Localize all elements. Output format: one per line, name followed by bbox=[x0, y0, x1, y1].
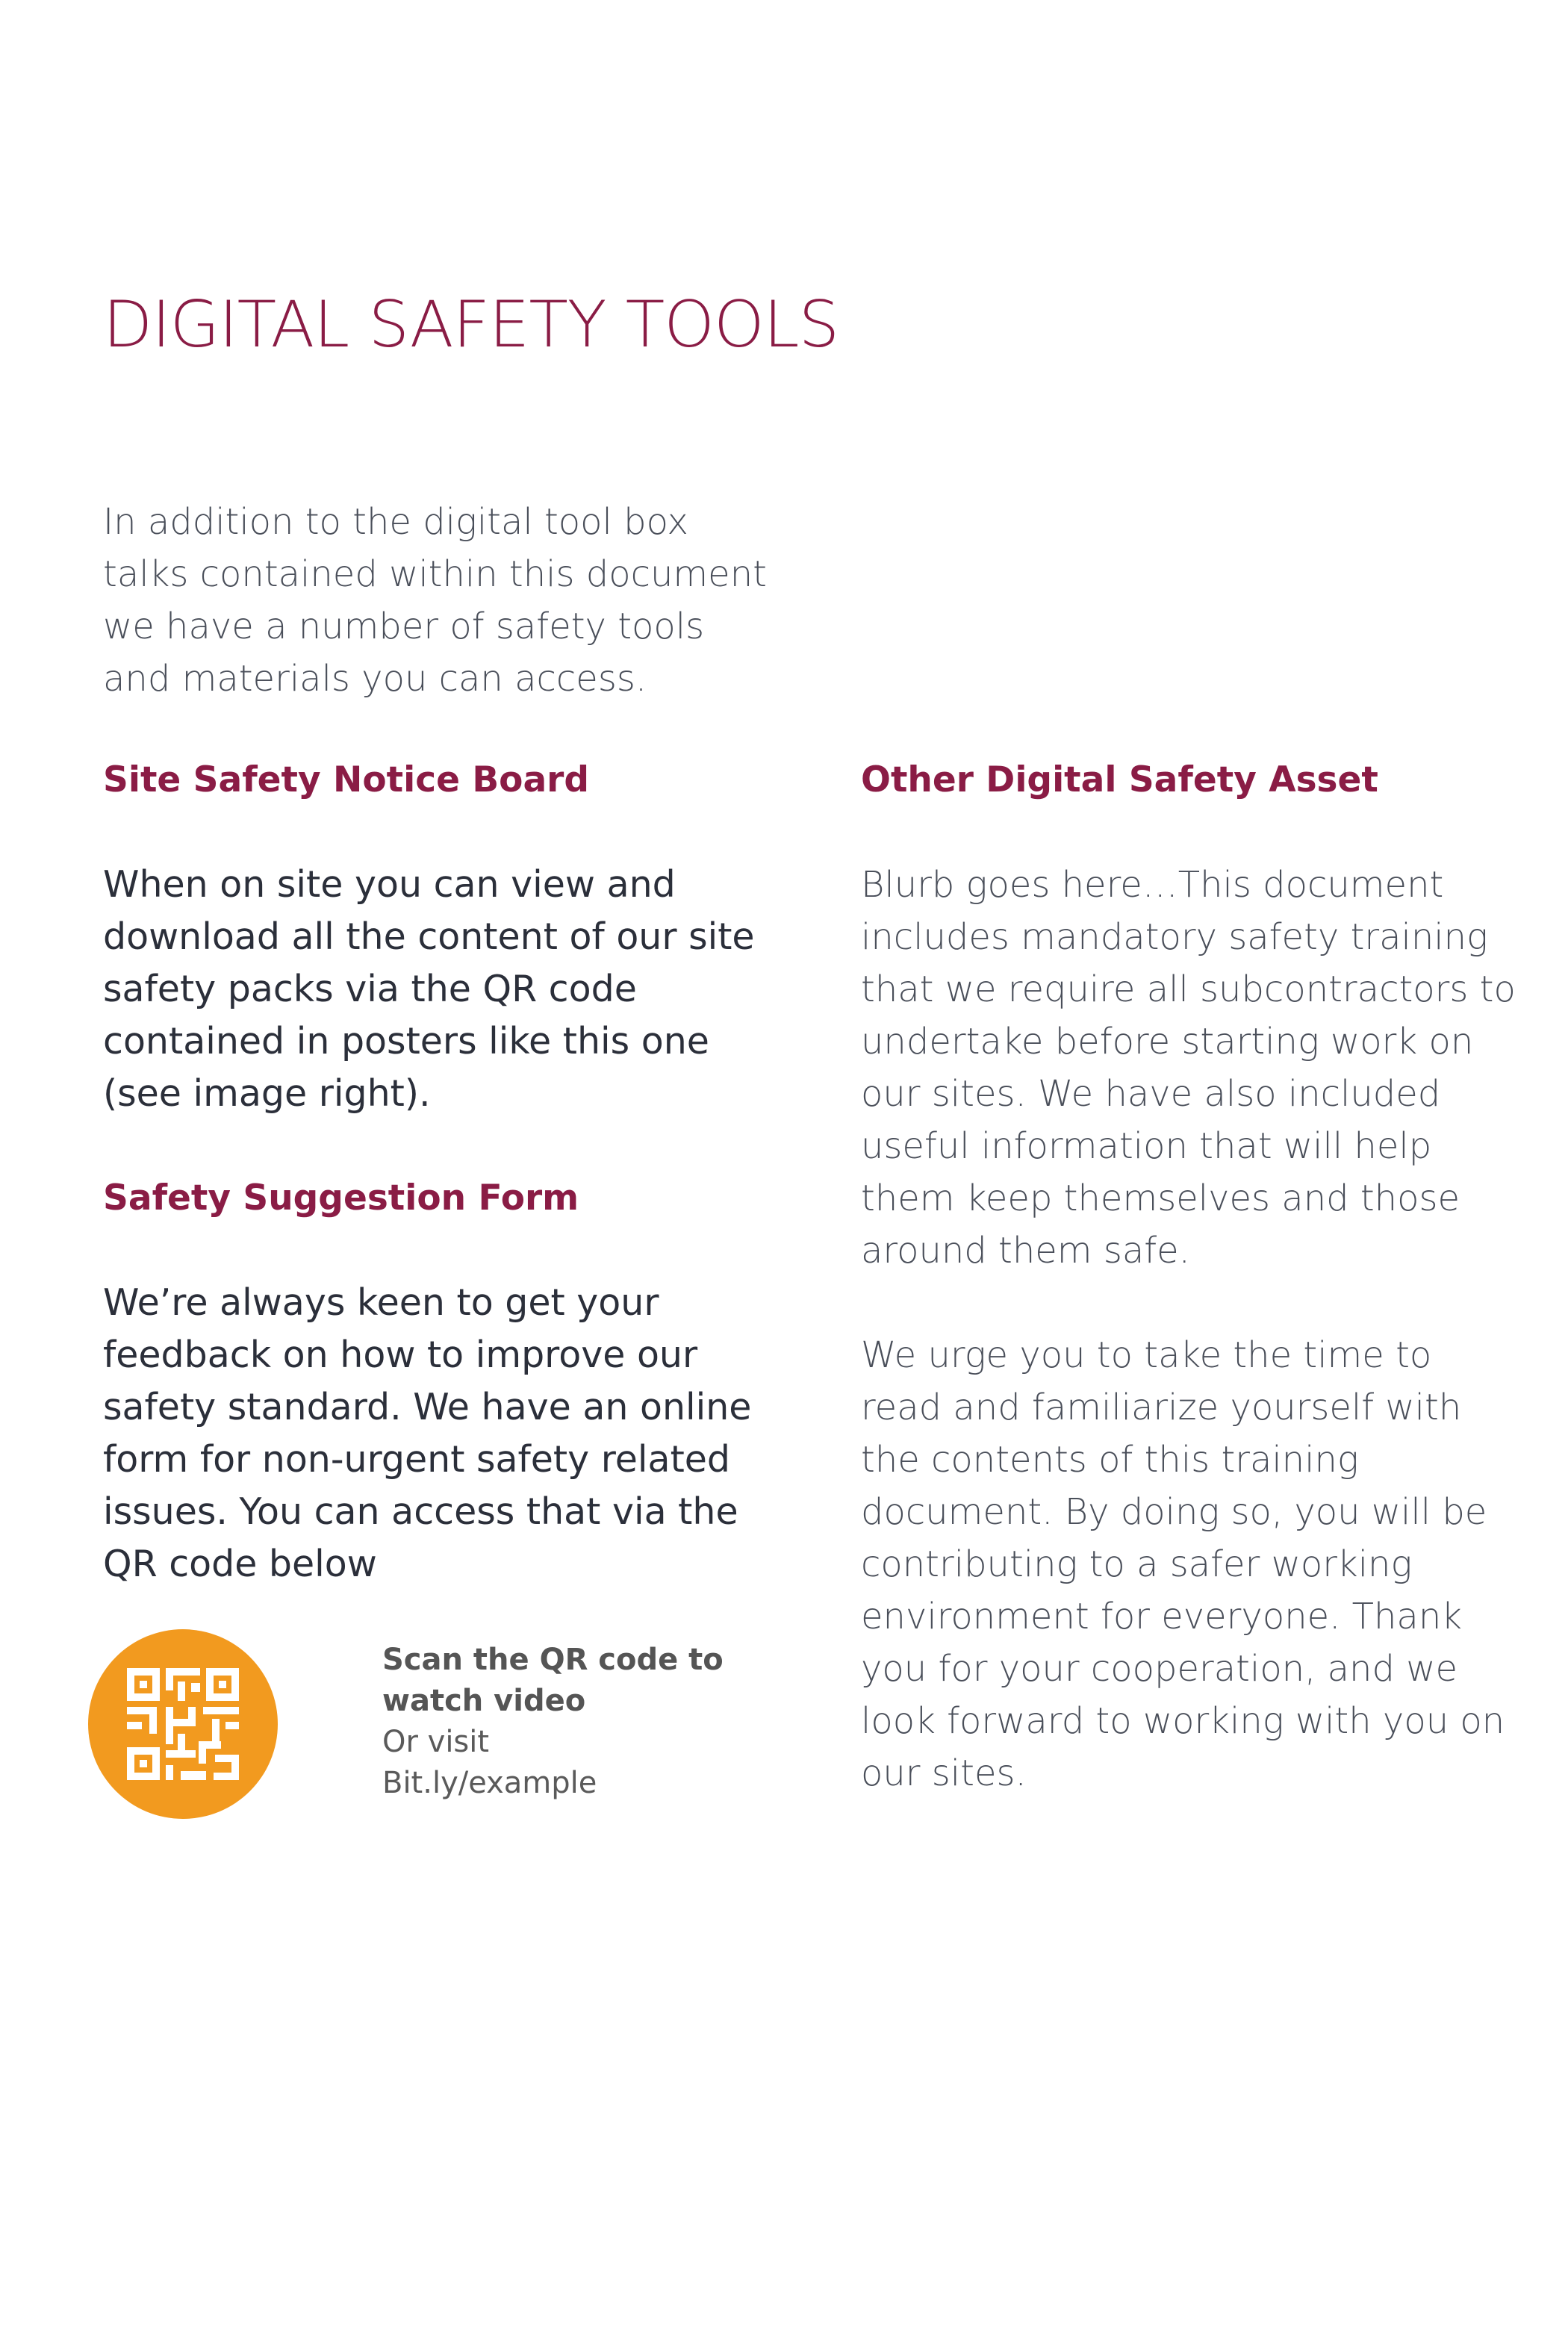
notice-board-body: When on site you can view and download all the content of our site safety packs via the QR code contained in posters like this one (see image right). bbox=[103, 863, 755, 1115]
suggestion-form-body: We’re always keen to get your feedback on how to improve our safety standard. We have an online form for non-urgent safety related issues. You can access that via the QR code below bbox=[103, 1281, 752, 1585]
qr-code-icon[interactable] bbox=[88, 1629, 278, 1819]
qr-block bbox=[88, 1629, 760, 1823]
section-heading-notice-board: Site Safety Notice Board bbox=[103, 759, 589, 800]
qr-caption bbox=[382, 1640, 771, 1804]
right-column bbox=[861, 754, 1518, 1799]
or-visit-text: Or visit bbox=[382, 1725, 490, 1759]
other-asset-paragraph-2: We urge you to take the time to read and familiarize yourself with the contents of this training document. By doing so, you will be contributing to a safer working environment for everyone. Thank you for your cooperation, and we look forward to working with you on our sites. bbox=[861, 1334, 1505, 1794]
left-column bbox=[103, 754, 797, 1590]
intro-paragraph: In addition to the digital tool box talks contained within this document we have a number of safety tools and materials you can access. bbox=[103, 501, 767, 700]
section-heading-other-asset: Other Digital Safety Asset bbox=[861, 759, 1378, 800]
other-asset-paragraph-1: Blurb goes here…This document includes mandatory safety training that we require all subcontractors to undertake before starting work on our sites. We have also included useful information that will help them keep themselves and those around them safe. bbox=[861, 864, 1516, 1272]
qr-cta-text: Scan the QR code to watch video bbox=[382, 1643, 724, 1718]
short-link[interactable]: Bit.ly/example bbox=[382, 1766, 597, 1800]
page-title: DIGITAL SAFETY TOOLS bbox=[103, 287, 839, 362]
section-heading-suggestion-form: Safety Suggestion Form bbox=[103, 1177, 579, 1219]
qr-code-glyph bbox=[88, 1629, 278, 1819]
